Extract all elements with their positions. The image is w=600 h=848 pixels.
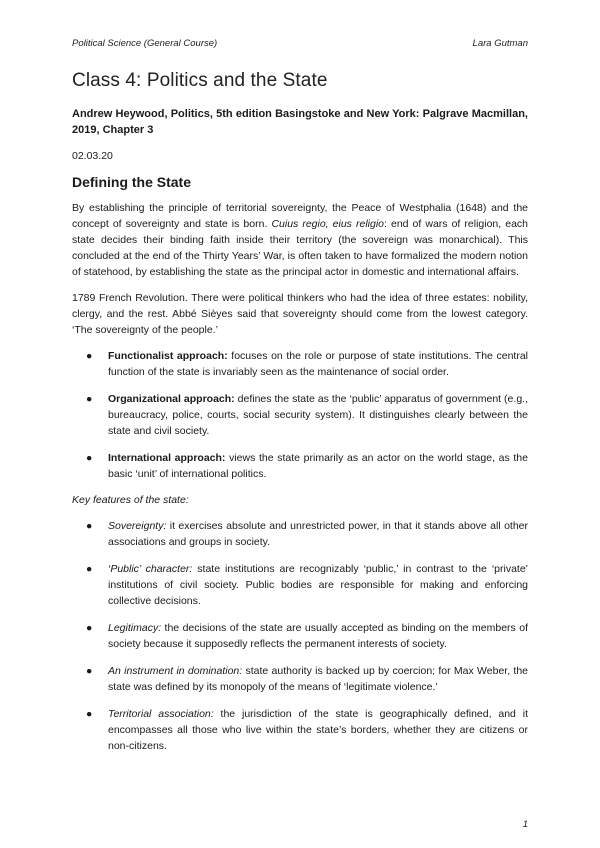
header-author: Lara Gutman [472, 38, 528, 49]
term: Functionalist approach: [108, 350, 228, 362]
date: 02.03.20 [72, 150, 113, 162]
definition: state authority is backed up by coercion; for Max Weber, the state was defined by its monopoly of the means of ‘legitimate violence.’ [108, 665, 529, 693]
definition: views the state primarily as an actor on the world stage, as the basic ‘unit’ of international politics. [108, 452, 528, 480]
bullet-icon: ● [86, 393, 93, 405]
features-list [72, 518, 528, 754]
bullet-icon: ● [86, 665, 93, 677]
list-item [72, 391, 528, 439]
bullet-icon: ● [86, 350, 93, 362]
paragraph-french-revolution: 1789 French Revolution. There were political thinkers who had the idea of three estates: nobility, clergy, and the rest. Abbé Sièyes said that sovereignty should come from the lowest category. ‘The sovereignty of the people.’ [72, 292, 528, 336]
term: Legitimacy: [108, 622, 162, 634]
definition: it exercises absolute and unrestricted power, in that it stands above all other associations and groups in society. [108, 520, 528, 548]
definition: focuses on the role or purpose of state institutions. The central function of the state is invariably seen as the maintenance of social order. [108, 350, 528, 378]
bullet-icon: ● [86, 520, 93, 532]
header-course: Political Science (General Course) [72, 38, 218, 49]
list-item [72, 561, 528, 609]
definition: the jurisdiction of the state is geographically defined, and it encompasses all those who live within the state’s borders, whether they are citizens or non-citizens. [108, 708, 528, 752]
paragraph-text: : end of wars of religion, each state decides their binding faith inside their territory (the sovereign was monarchical). This concluded at the end of the Thirty Years’ War, is often taken to have formalized the modern notion of statehood, by establishing the state as the principal actor in domestic and international affairs. [72, 218, 528, 278]
latin-phrase: Cuius regio, eius religio [271, 218, 384, 230]
list-item [72, 663, 528, 695]
list-item [72, 518, 528, 550]
term: An instrument in domination: [108, 665, 243, 677]
term: Organizational approach: [108, 393, 235, 405]
term: Territorial association: [108, 708, 214, 720]
definition: defines the state as the ‘public’ apparatus of government (e.g., bureaucracy, police, courts, social security system). It distinguishes clearly between the state and civil society. [108, 393, 528, 437]
paragraph-westphalia [72, 200, 528, 280]
page-title: Class 4: Politics and the State [72, 70, 328, 91]
definition: state institutions are recognizably ‘public,’ in contrast to the ‘private’ institutions of civil society. Public bodies are responsible for making and enforcing collective decisions. [108, 563, 528, 607]
list-item [72, 348, 528, 380]
citation: Andrew Heywood, Politics, 5th edition Basingstoke and New York: Palgrave Macmillan, 2019, Chapter 3 [72, 108, 528, 136]
term: International approach: [108, 452, 226, 464]
list-item [72, 620, 528, 652]
approaches-list [72, 348, 528, 482]
bullet-icon: ● [86, 708, 93, 720]
bullet-icon: ● [86, 622, 93, 634]
bullet-icon: ● [86, 452, 93, 464]
definition: the decisions of the state are usually accepted as binding on the members of society because it supposedly reflects the permanent interests of society. [108, 622, 528, 650]
page-content [72, 70, 528, 766]
page-number: 1 [522, 819, 528, 830]
list-item [72, 706, 528, 754]
list-item [72, 450, 528, 482]
paragraph-text: By establishing the principle of territorial sovereignty, the Peace of Westphalia (1648) and the concept of sovereignty and state is born. [72, 202, 528, 230]
section-title: Defining the State [72, 174, 192, 190]
bullet-icon: ● [86, 563, 93, 575]
term: Sovereignty: [108, 520, 167, 532]
term: ‘Public’ character: [108, 563, 193, 575]
key-features-label: Key features of the state: [72, 494, 189, 506]
